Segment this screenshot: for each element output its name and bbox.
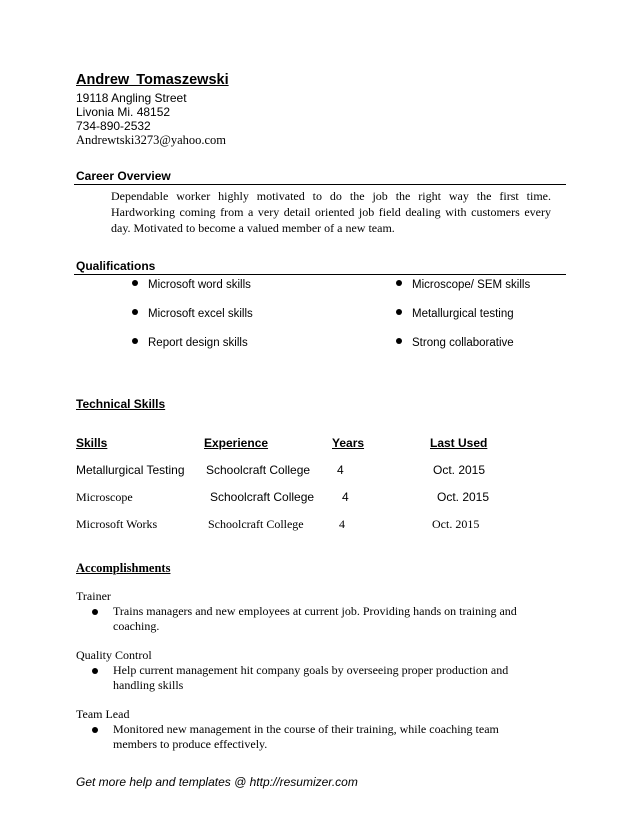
technical-skills-heading: Technical Skills	[76, 397, 166, 411]
qualification-item: Microsoft word skills	[132, 279, 251, 291]
accomplishment-item: Monitored new management in the course of their training, while coaching team members to produce effectively.	[113, 722, 499, 751]
table-cell: 4	[339, 517, 345, 531]
bullet-icon	[132, 280, 138, 286]
career-overview-heading: Career Overview	[76, 169, 171, 183]
bullet-icon	[396, 280, 402, 286]
section-divider	[74, 184, 566, 185]
bullet-icon	[132, 309, 138, 315]
table-header-last-used: Last Used	[430, 436, 488, 450]
qualification-item: Strong collaborative	[396, 337, 514, 349]
table-cell: Microscope	[76, 490, 133, 504]
table-cell: Schoolcraft College	[210, 490, 315, 504]
accomplishment-item: Trains managers and new employees at current job. Providing hands on training and coaching.	[113, 604, 517, 633]
qualification-item: Metallurgical testing	[396, 308, 514, 320]
address-line: 19118 Angling Street	[76, 91, 187, 105]
table-cell: Oct. 2015	[432, 517, 480, 531]
bullet-icon	[132, 338, 138, 344]
bullet-icon	[92, 727, 98, 733]
table-cell: Oct. 2015	[433, 463, 486, 477]
bullet-icon	[396, 338, 402, 344]
section-divider	[74, 274, 566, 275]
accomplishments-heading: Accomplishments	[76, 561, 171, 575]
accomplishment-label: Team Lead	[76, 707, 130, 721]
qualification-item: Microscope/ SEM skills	[396, 279, 530, 291]
accomplishment-item: Help current management hit company goals by overseeing proper production and handling skills	[113, 663, 509, 692]
table-cell: 4	[337, 463, 344, 477]
candidate-name: Andrew Tomaszewski	[76, 72, 229, 88]
bullet-icon	[92, 668, 98, 674]
table-cell: Schoolcraft College	[206, 463, 311, 477]
city-line: Livonia Mi. 48152	[76, 105, 171, 119]
table-header-skills: Skills	[76, 436, 108, 450]
email-line[interactable]: Andrewtski3273@yahoo.com	[76, 133, 227, 147]
qualifications-heading: Qualifications	[76, 259, 156, 273]
table-cell: Schoolcraft College	[208, 517, 304, 531]
phone-line: 734-890-2532	[76, 119, 151, 133]
table-cell: Oct. 2015	[437, 490, 490, 504]
bullet-icon	[92, 609, 98, 615]
table-cell: Metallurgical Testing	[76, 463, 185, 477]
footer-link[interactable]: Get more help and templates @ http://resumizer.com	[76, 775, 358, 789]
table-header-experience: Experience	[204, 436, 269, 450]
qualification-item: Report design skills	[132, 337, 248, 349]
accomplishment-label: Trainer	[76, 589, 111, 603]
table-header-years: Years	[332, 436, 365, 450]
table-cell: Microsoft Works	[76, 517, 158, 531]
qualification-item: Microsoft excel skills	[132, 308, 253, 320]
table-cell: 4	[342, 490, 349, 504]
bullet-icon	[396, 309, 402, 315]
career-overview-text: Dependable worker highly motivated to do the job the right way the first time. Hardworking coming from a very detail oriented job field dealing with customers every day. Motivated to become a valued member of a new team.	[111, 189, 551, 235]
accomplishment-label: Quality Control	[76, 648, 152, 662]
